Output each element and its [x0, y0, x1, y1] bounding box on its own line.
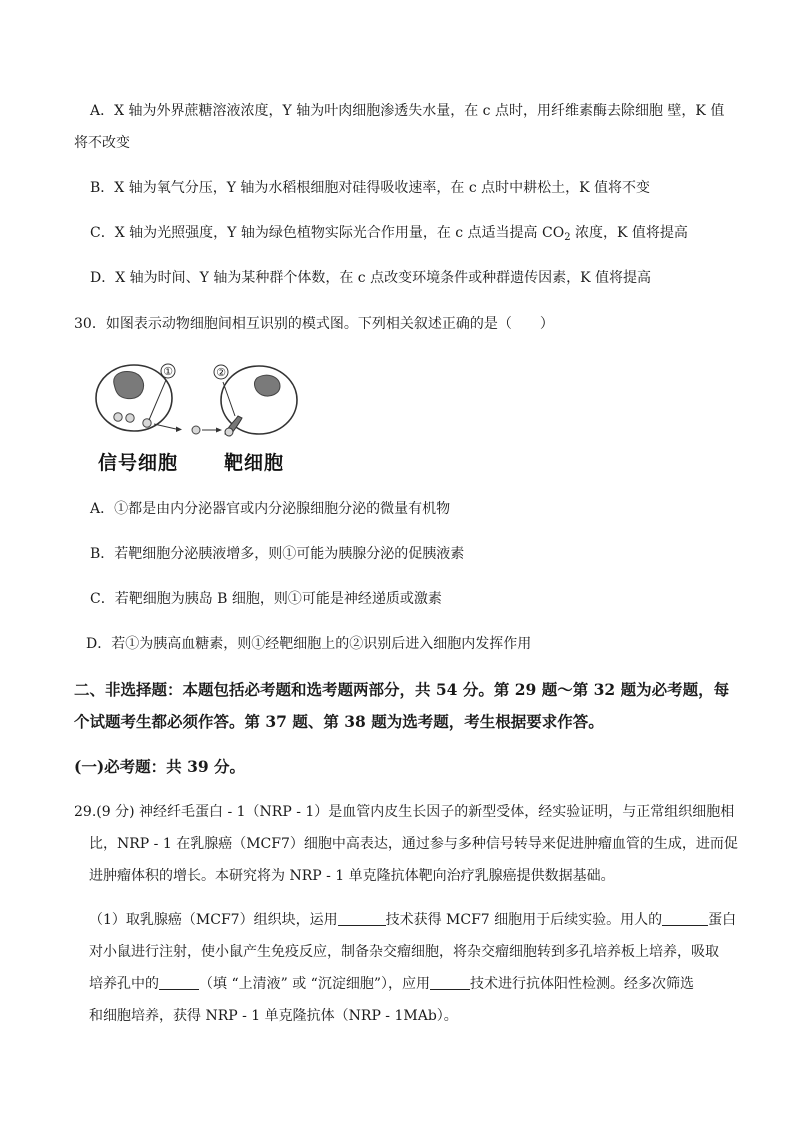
section-2-subheading: (一)必考题：共 39 分。 [74, 757, 246, 776]
q29-part1-text-a: （1）取乳腺癌（MCF7）组织块，运用 [89, 912, 338, 928]
option-c-text-end: 浓度，K 值将提高 [570, 225, 688, 241]
signal-molecule-2 [126, 414, 134, 422]
transport-arrowhead-1 [176, 427, 182, 433]
option-c-subscript: 2 [564, 232, 571, 243]
marker-2-text: ② [216, 366, 226, 379]
question-30-stem: 30．如图表示动物细胞间相互识别的模式图。下列相关叙述正确的是（ ） [74, 316, 554, 332]
option-a-line2: 将不改变 [74, 135, 130, 151]
option-a-line1: A．X 轴为外界蔗糖溶液浓度，Y 轴为叶肉细胞渗透失水量，在 c 点时，用纤维素酶去除细胞 壁，K 值 [90, 103, 725, 119]
q29-part1-line1 [89, 910, 736, 930]
signal-molecule-1 [114, 413, 122, 421]
section-2-heading-line1: 二、非选择题：本题包括必考题和选考题两部分，共 54 分。第 29 题～第 32 题为必考题，每 [74, 680, 730, 699]
q30-option-b: B．若靶细胞分泌胰液增多，则①可能为胰腺分泌的促胰液素 [90, 546, 465, 562]
q29-part1-text-d: 培养孔中的 [89, 976, 159, 992]
q29-part1-line3 [89, 974, 694, 994]
transport-arrowhead-2 [216, 428, 222, 433]
signal-molecule-3 [143, 419, 151, 427]
secreted-molecule [192, 426, 200, 434]
option-d: D．X 轴为时间、Y 轴为某种群个体数，在 c 点改变环境条件或种群遗传因素，K 值将提高 [90, 270, 651, 286]
q29-text-line2: 比，NRP - 1 在乳腺癌（MCF7）细胞中高表达，通过参与多种信号转导来促进肿瘤血管的生成，进而促 [89, 836, 738, 852]
signal-cell-nucleus [114, 372, 144, 399]
q29-text-line1: 29.(9 分) 神经纤毛蛋白 - 1（NRP - 1）是血管内皮生长因子的新型受体，经实验证明，与正常组织细胞相 [74, 804, 735, 820]
q30-option-c: C．若靶细胞为胰岛 B 细胞，则①可能是神经递质或激素 [90, 591, 442, 607]
target-cell-nucleus [255, 375, 280, 396]
section-2-heading-line2: 个试题考生都必须作答。第 37 题、第 38 题为选考题，考生根据要求作答。 [74, 712, 604, 731]
answer-blank-2[interactable] [662, 910, 708, 926]
target-cell-label: 靶细胞 [224, 452, 285, 474]
answer-blank-1[interactable] [338, 910, 386, 926]
bound-molecule [225, 428, 233, 436]
q30-option-a: A．①都是由内分泌器官或内分泌腺细胞分泌的微量有机物 [90, 501, 451, 517]
q29-part1-text-e: （填 “上清液” 或 “沉淀细胞”），应用 [199, 976, 430, 992]
signal-cell-label: 信号细胞 [98, 452, 179, 474]
marker-1-text: ① [163, 365, 173, 378]
option-c-text: C．X 轴为光照强度，Y 轴为绿色植物实际光合作用量，在 c 点适当提高 CO [90, 225, 565, 241]
transport-line-1 [154, 424, 176, 429]
cell-recognition-figure [92, 360, 307, 475]
q29-text-line3: 进肿瘤体积的增长。本研究将为 NRP - 1 单克隆抗体靶向治疗乳腺癌提供数据基础。 [89, 868, 615, 884]
option-c [90, 223, 688, 248]
q29-part1-text-f: 技术进行抗体阳性检测。经多次筛选 [469, 976, 694, 992]
answer-blank-4[interactable] [430, 974, 470, 990]
q29-part1-text-b: 技术获得 MCF7 细胞用于后续实验。用人的 [385, 912, 663, 928]
answer-blank-3[interactable] [159, 974, 199, 990]
q30-option-d: D．若①为胰高血糖素，则①经靶细胞上的②识别后进入细胞内发挥作用 [86, 636, 532, 652]
q29-part1-text-c: 蛋白 [708, 912, 737, 928]
q29-part1-line2: 对小鼠进行注射，使小鼠产生免疫反应，制备杂交瘤细胞，将杂交瘤细胞转到多孔培养板上培养，吸取 [89, 944, 719, 960]
q29-part1-line4: 和细胞培养，获得 NRP - 1 单克隆抗体（NRP - 1MAb）。 [89, 1008, 458, 1024]
option-b: B．X 轴为氧气分压，Y 轴为水稻根细胞对硅得吸收速率，在 c 点时中耕松土，K 值将不变 [90, 180, 651, 196]
